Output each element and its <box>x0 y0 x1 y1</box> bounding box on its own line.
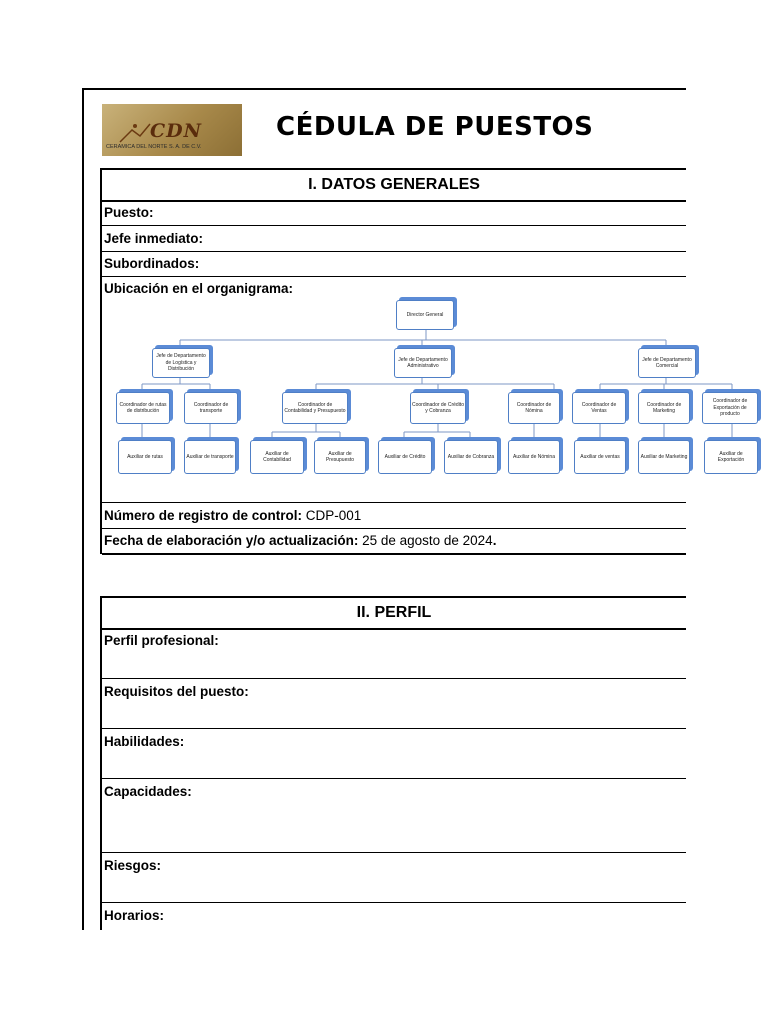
divider <box>102 678 686 679</box>
divider <box>102 728 686 729</box>
org-jefe-administrativo: Jefe de Departamento Administrativo <box>394 348 452 378</box>
org-coord-contabilidad: Coordinador de Contabilidad y Presupuesto <box>282 392 348 424</box>
divider <box>102 628 686 630</box>
horarios-label: Horarios: <box>104 908 165 923</box>
divider <box>102 276 686 277</box>
org-coord-credito: Coordinador de Crédito y Cobranza <box>410 392 466 424</box>
divider <box>102 251 686 252</box>
registro-label: Número de registro de control: <box>104 508 303 523</box>
habilidades-label: Habilidades: <box>104 734 185 749</box>
logo-subtitle: CERAMICA DEL NORTE S. A. DE C.V. <box>106 144 202 150</box>
fecha-label: Fecha de elaboración y/o actualización: <box>104 533 359 548</box>
org-director-general: Director General <box>396 300 454 330</box>
org-aux-marketing: Auxiliar de Marketing <box>638 440 690 474</box>
org-aux-nomina: Auxiliar de Nómina <box>508 440 560 474</box>
org-aux-contabilidad: Auxiliar de Contabilidad <box>250 440 304 474</box>
section-perfil <box>100 596 686 930</box>
org-jefe-logistica: Jefe de Departamento de Logística y Distribución <box>152 348 210 378</box>
section-heading: I. DATOS GENERALES <box>308 176 480 193</box>
org-aux-transporte: Auxiliar de transporte <box>184 440 236 474</box>
org-coord-rutas: Coordinador de rutas de distribución <box>116 392 170 424</box>
fecha-row <box>104 533 496 548</box>
registro-value: CDP-001 <box>302 508 362 523</box>
fecha-value: 25 de agosto de 2024 <box>358 533 493 548</box>
org-aux-presupuesto: Auxiliar de Presupuesto <box>314 440 366 474</box>
org-coord-marketing: Coordinador de Marketing <box>638 392 690 424</box>
org-jefe-comercial: Jefe de Departamento Comercial <box>638 348 696 378</box>
org-aux-ventas: Auxiliar de ventas <box>574 440 626 474</box>
org-aux-rutas: Auxiliar de rutas <box>118 440 172 474</box>
org-coord-ventas: Coordinador de Ventas <box>572 392 626 424</box>
org-coord-exportacion: Coordinador de Exportación de producto <box>702 392 758 424</box>
org-aux-exportacion: Auxiliar de Exportación <box>704 440 758 474</box>
capacidades-label: Capacidades: <box>104 784 192 799</box>
section-heading: II. PERFIL <box>356 604 432 621</box>
jefe-inmediato-label: Jefe inmediato: <box>104 231 204 246</box>
divider <box>102 200 686 202</box>
divider <box>102 902 686 903</box>
divider <box>102 502 686 503</box>
org-coord-transporte: Coordinador de transporte <box>184 392 238 424</box>
company-logo <box>102 104 242 156</box>
org-aux-credito: Auxiliar de Crédito <box>378 440 432 474</box>
fecha-end: . <box>492 533 497 548</box>
riesgos-label: Riesgos: <box>104 858 162 873</box>
org-aux-cobranza: Auxiliar de Cobranza <box>444 440 498 474</box>
divider <box>102 528 686 529</box>
subordinados-label: Subordinados: <box>104 256 200 271</box>
requisitos-label: Requisitos del puesto: <box>104 684 249 699</box>
divider <box>102 168 686 170</box>
divider <box>102 596 686 598</box>
divider <box>102 553 686 555</box>
org-coord-nomina: Coordinador de Nómina <box>508 392 560 424</box>
perfil-profesional-label: Perfil profesional: <box>104 633 219 648</box>
puesto-label: Puesto: <box>104 205 154 220</box>
ubicacion-label: Ubicación en el organigrama: <box>104 281 294 296</box>
divider <box>102 852 686 853</box>
logo-mark: CDN <box>150 120 202 142</box>
divider <box>102 225 686 226</box>
registro-row <box>104 508 361 523</box>
page-title: CÉDULA DE PUESTOS <box>276 112 594 142</box>
divider <box>102 778 686 779</box>
